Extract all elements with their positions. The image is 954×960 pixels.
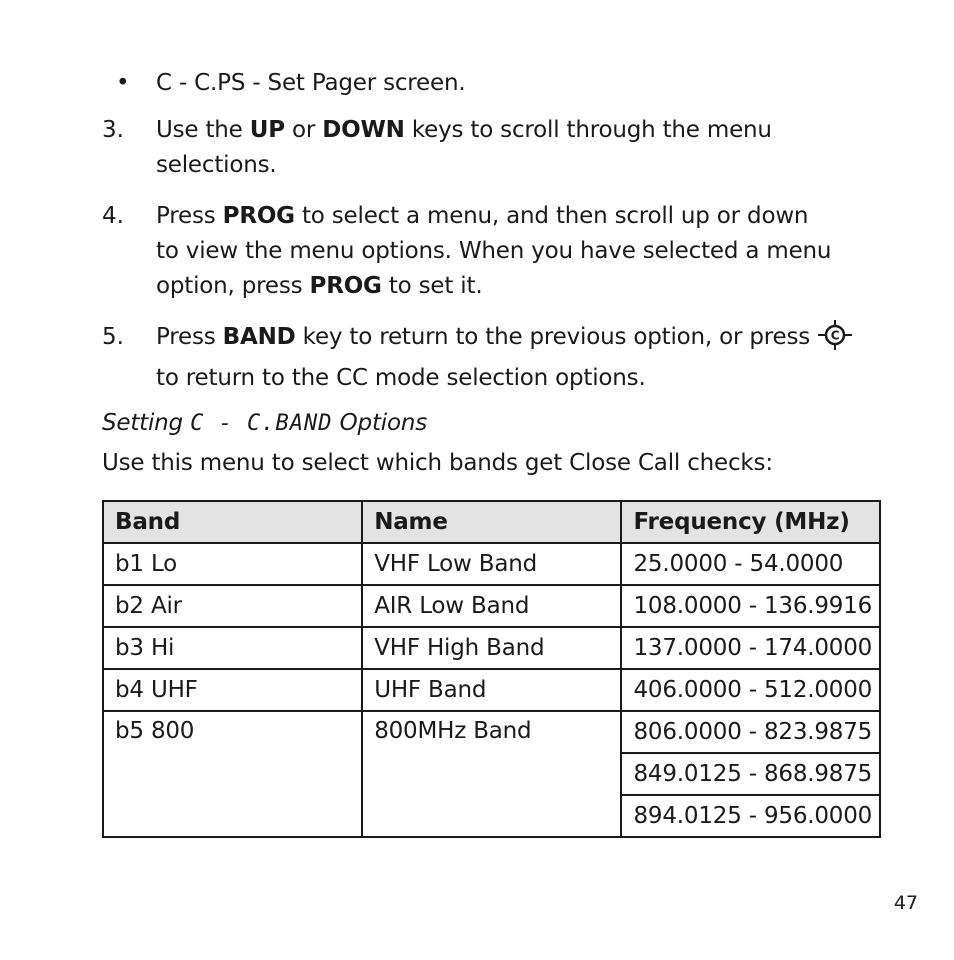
cell-name: 800MHz Band xyxy=(362,711,621,837)
key-prog: PROG xyxy=(309,273,382,299)
cell-band: b5 800 xyxy=(103,711,362,837)
cell-frequency: 137.0000 - 174.0000 xyxy=(621,627,880,669)
cell-name: UHF Band xyxy=(362,669,621,711)
table-row xyxy=(103,543,880,585)
step-5-text-part: key to return to the previous option, or press xyxy=(295,324,811,350)
table-row xyxy=(103,627,880,669)
cell-band: b1 Lo xyxy=(103,543,362,585)
step-3-text xyxy=(156,113,856,183)
page-number: 47 xyxy=(893,892,918,914)
header-frequency: Frequency (MHz) xyxy=(621,501,880,543)
header-band: Band xyxy=(103,501,362,543)
step-3-number: 3. xyxy=(102,117,124,143)
step-3-text-part: Use the xyxy=(156,117,250,143)
step-4-text-part: to select a menu, and then scroll up or down xyxy=(294,203,809,229)
key-up: UP xyxy=(249,117,285,143)
bullet-item-text: C - C.PS - Set Pager screen. xyxy=(156,70,466,96)
band-table xyxy=(102,500,881,838)
table-row xyxy=(103,711,880,753)
step-5-text-part: to return to the CC mode selection options. xyxy=(156,365,646,391)
step-3-text-part: selections. xyxy=(156,152,277,178)
step-4-text-part: to set it. xyxy=(381,273,483,299)
cell-frequency: 894.0125 - 956.0000 xyxy=(621,795,880,837)
table-row xyxy=(103,669,880,711)
step-3-text-part: keys to scroll through the menu xyxy=(404,117,772,143)
step-4-text xyxy=(156,199,896,304)
cell-frequency: 849.0125 - 868.9875 xyxy=(621,753,880,795)
svg-text:C: C xyxy=(830,328,840,343)
close-call-target-icon xyxy=(818,320,852,361)
section-heading xyxy=(102,406,427,441)
step-4-text-part: option, press xyxy=(156,273,310,299)
cell-band: b3 Hi xyxy=(103,627,362,669)
key-down: DOWN xyxy=(322,117,405,143)
lcd-display-text: C - C.BAND xyxy=(190,411,333,436)
section-heading-suffix: Options xyxy=(332,410,427,436)
key-prog: PROG xyxy=(222,203,295,229)
key-band: BAND xyxy=(222,324,296,350)
cell-frequency: 25.0000 - 54.0000 xyxy=(621,543,880,585)
step-5-text-part: Press xyxy=(156,324,223,350)
table-header-row xyxy=(103,501,880,543)
header-name: Name xyxy=(362,501,621,543)
step-3-text-part: or xyxy=(284,117,323,143)
cell-name: AIR Low Band xyxy=(362,585,621,627)
cell-frequency: 806.0000 - 823.9875 xyxy=(621,711,880,753)
intro-text: Use this menu to select which bands get Close Call checks: xyxy=(102,450,773,476)
step-5-number: 5. xyxy=(102,324,124,350)
step-4-text-part: to view the menu options. When you have selected a menu xyxy=(156,238,832,264)
cell-frequency: 406.0000 - 512.0000 xyxy=(621,669,880,711)
bullet-marker: • xyxy=(116,70,130,96)
cell-band: b4 UHF xyxy=(103,669,362,711)
cell-name: VHF High Band xyxy=(362,627,621,669)
step-4-text-part: Press xyxy=(156,203,223,229)
table-row xyxy=(103,585,880,627)
cell-name: VHF Low Band xyxy=(362,543,621,585)
section-heading-prefix: Setting xyxy=(102,410,191,436)
step-4-number: 4. xyxy=(102,203,124,229)
cell-frequency: 108.0000 - 136.9916 xyxy=(621,585,880,627)
cell-band: b2 Air xyxy=(103,585,362,627)
step-5-text xyxy=(156,320,896,396)
